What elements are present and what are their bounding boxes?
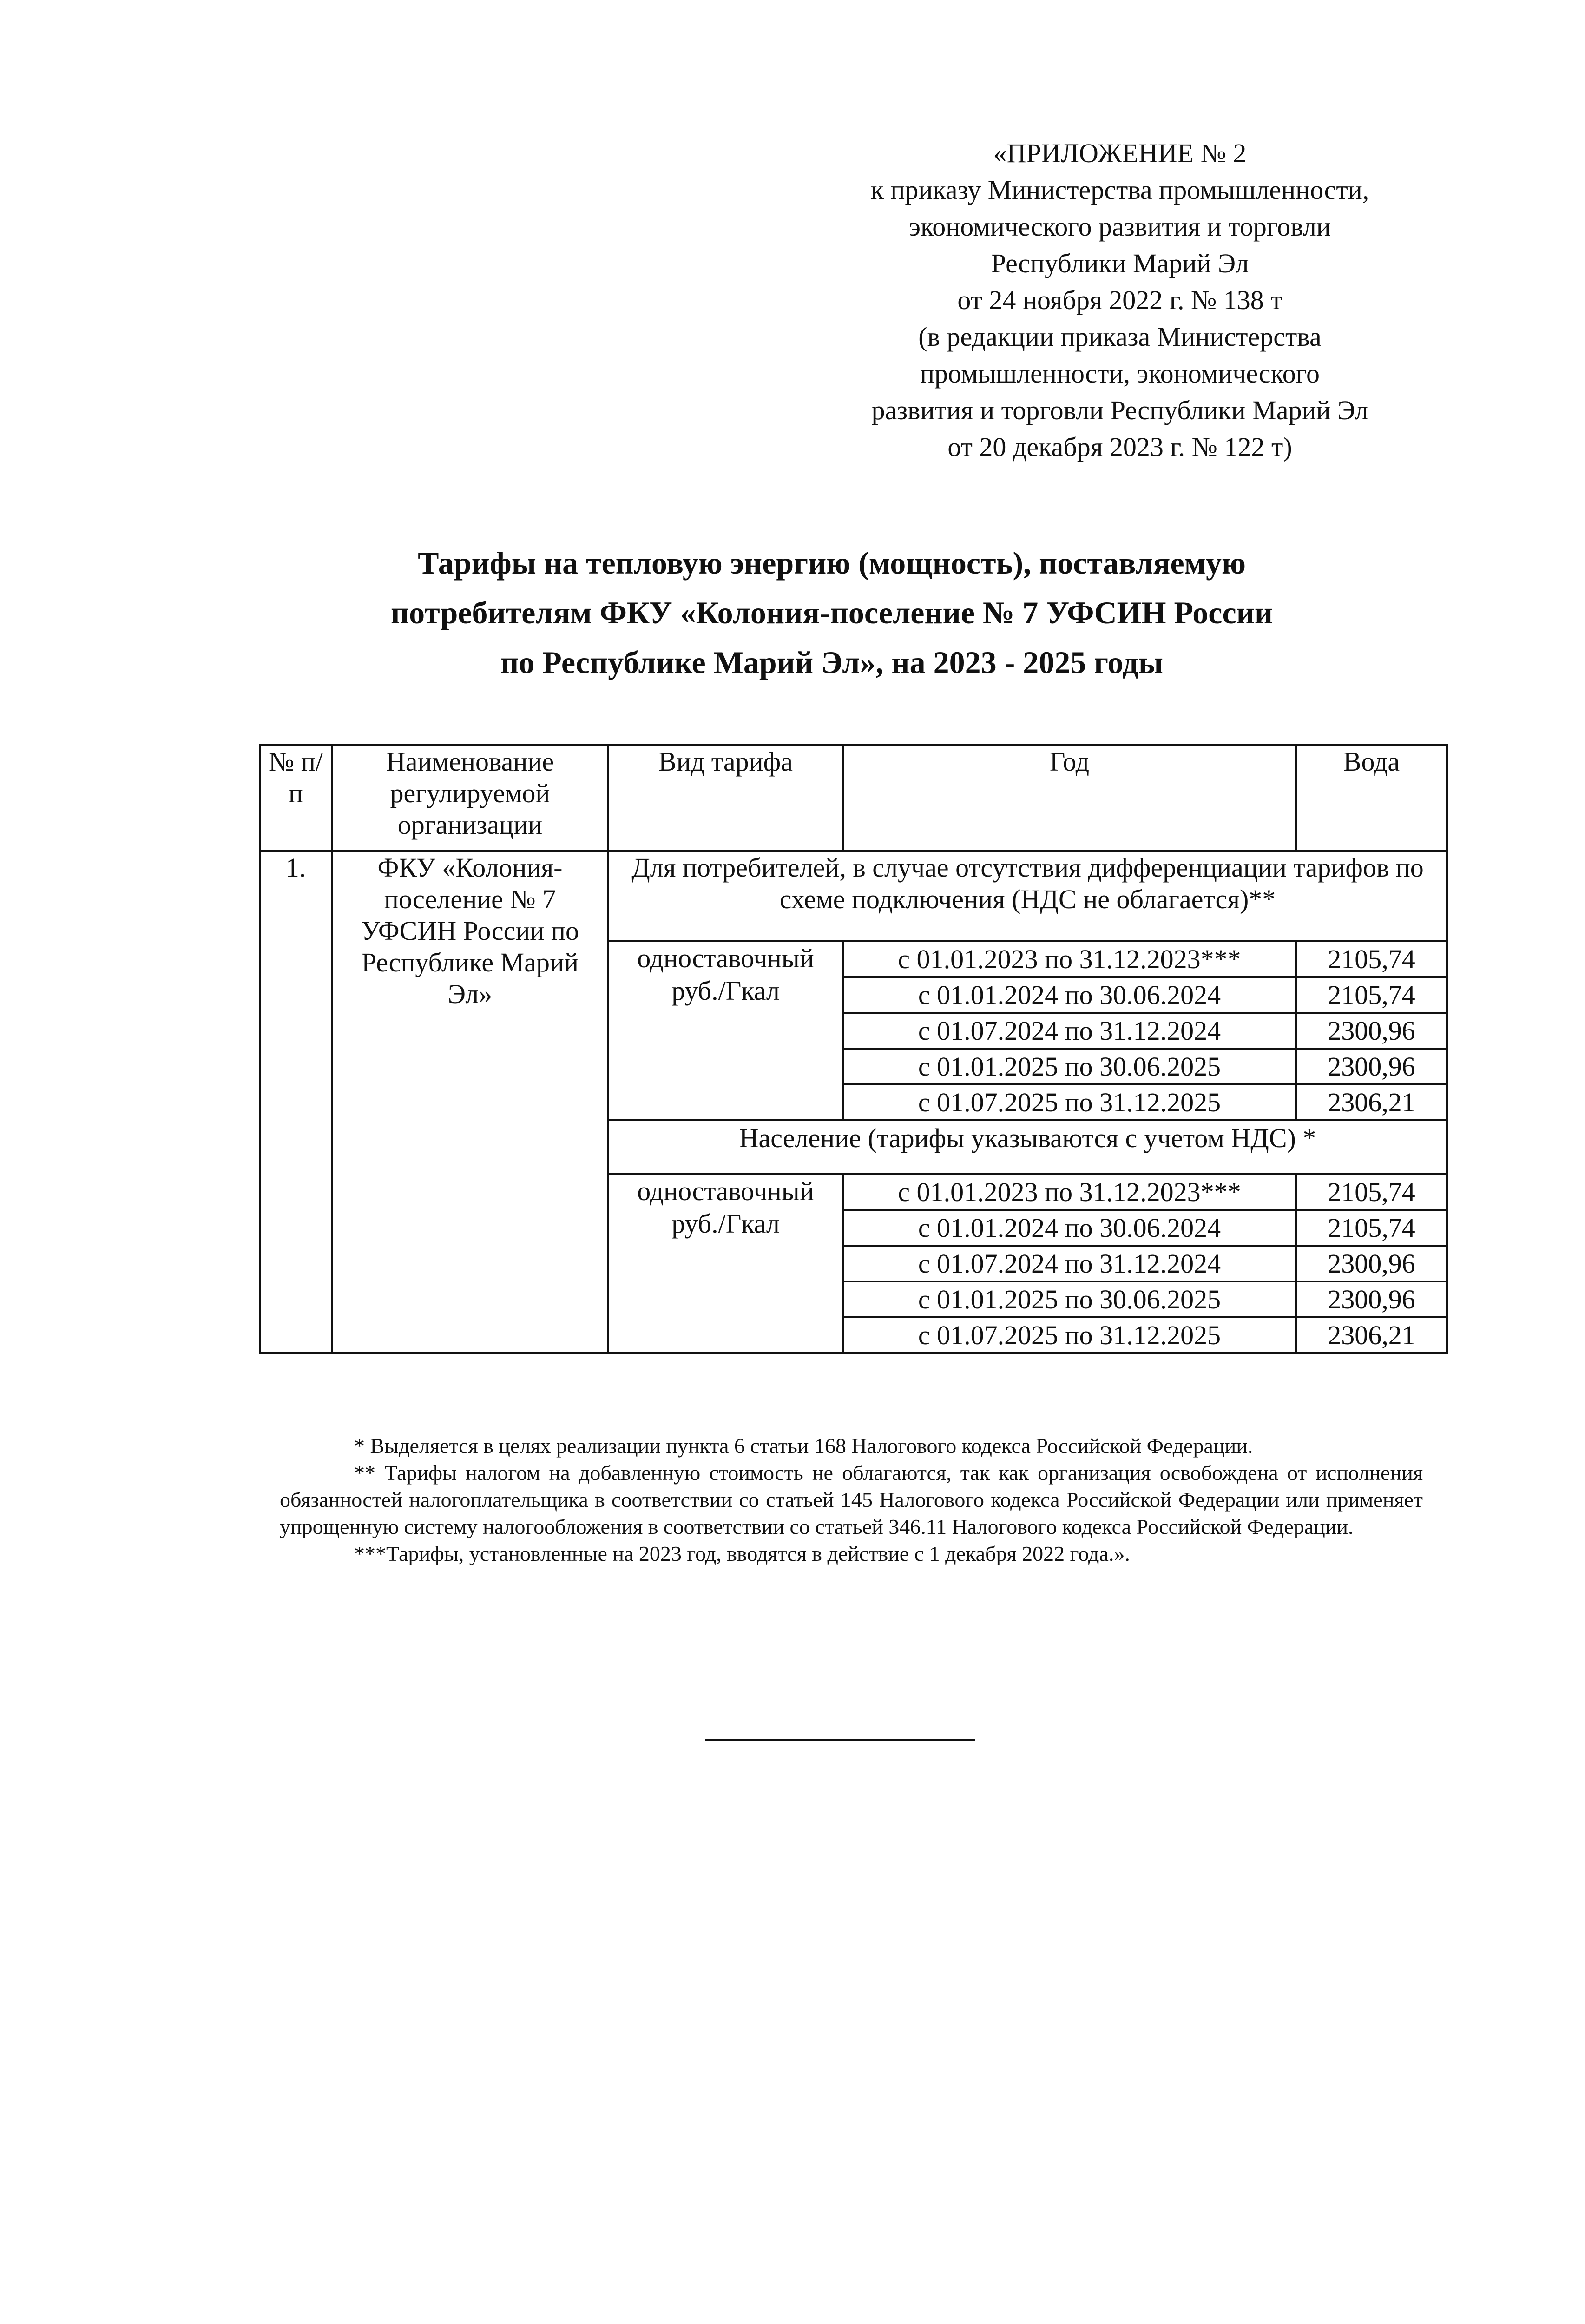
tariff-type-cell: одноставочный руб./Гкал xyxy=(608,1174,843,1353)
period-cell: с 01.07.2025 по 31.12.2025 xyxy=(843,1317,1296,1353)
row-number: 1. xyxy=(260,851,332,1353)
header-year: Год xyxy=(843,745,1296,851)
header-water: Вода xyxy=(1296,745,1447,851)
period-cell: с 01.07.2024 по 31.12.2024 xyxy=(843,1013,1296,1049)
tariff-type-cell: одноставочный руб./Гкал xyxy=(608,941,843,1120)
value-cell: 2105,74 xyxy=(1296,1210,1447,1246)
value-cell: 2306,21 xyxy=(1296,1084,1447,1120)
period-cell: с 01.01.2023 по 31.12.2023*** xyxy=(843,1174,1296,1210)
header-tariff-type: Вид тарифа xyxy=(608,745,843,851)
section-heading: Для потребителей, в случае отсутствия дифференциации тарифов по схеме подключения (НДС не облагается)** xyxy=(608,851,1447,941)
title-line: потребителям ФКУ «Колония-поселение № 7 УФСИН России xyxy=(390,595,1273,630)
organization-name: ФКУ «Колония-поселение № 7 УФСИН России по Республике Марий Эл» xyxy=(332,851,608,1353)
footnote-double-star: ** Тарифы налогом на добавленную стоимость не облагаются, так как организация освобождена от исполнения обязанностей налогоплательщика в соответствии со статьей 145 Налогового кодекса Российской Федерации или применяет упрощенную систему налогообложения в соответствии со статьей 346.11 Налогового кодекса Российской Федерации. xyxy=(280,1461,1423,1538)
appendix-line: от 20 декабря 2023 г. № 122 т) xyxy=(947,432,1292,462)
table-row xyxy=(260,851,1447,941)
appendix-header xyxy=(799,135,1440,465)
title-line: Тарифы на тепловую энергию (мощность), поставляемую xyxy=(418,545,1246,581)
table-header-row xyxy=(260,745,1447,851)
period-cell: с 01.07.2024 по 31.12.2024 xyxy=(843,1246,1296,1281)
appendix-line: от 24 ноября 2022 г. № 138 т xyxy=(957,285,1282,315)
appendix-line: (в редакции приказа Министерства xyxy=(918,322,1322,352)
header-org: Наименование регулируемой организации xyxy=(332,745,608,851)
document-title xyxy=(223,538,1440,687)
period-cell: с 01.01.2025 по 30.06.2025 xyxy=(843,1281,1296,1317)
period-cell: с 01.01.2024 по 30.06.2024 xyxy=(843,977,1296,1013)
value-cell: 2300,96 xyxy=(1296,1246,1447,1281)
value-cell: 2105,74 xyxy=(1296,941,1447,977)
closing-divider xyxy=(705,1739,975,1741)
appendix-line: экономического развития и торговли xyxy=(909,211,1331,242)
section-heading: Население (тарифы указываются с учетом НДС) * xyxy=(608,1120,1447,1174)
value-cell: 2306,21 xyxy=(1296,1317,1447,1353)
appendix-line: «ПРИЛОЖЕНИЕ № 2 xyxy=(993,138,1247,168)
tariff-table xyxy=(259,744,1448,1354)
period-cell: с 01.07.2025 по 31.12.2025 xyxy=(843,1084,1296,1120)
appendix-line: промышленности, экономического xyxy=(920,358,1320,389)
value-cell: 2300,96 xyxy=(1296,1013,1447,1049)
value-cell: 2105,74 xyxy=(1296,977,1447,1013)
appendix-line: развития и торговли Республики Марий Эл xyxy=(871,395,1368,425)
period-cell: с 01.01.2023 по 31.12.2023*** xyxy=(843,941,1296,977)
footnote-single-star: * Выделяется в целях реализации пункта 6 статьи 168 Налогового кодекса Российской Федерации. xyxy=(354,1434,1253,1458)
appendix-line: к приказу Министерства промышленности, xyxy=(870,175,1369,205)
footnote-triple-star: ***Тарифы, установленные на 2023 год, вводятся в действие с 1 декабря 2022 года.». xyxy=(354,1542,1130,1565)
appendix-line: Республики Марий Эл xyxy=(991,248,1249,278)
period-cell: с 01.01.2024 по 30.06.2024 xyxy=(843,1210,1296,1246)
footnotes xyxy=(280,1433,1423,1567)
value-cell: 2300,96 xyxy=(1296,1049,1447,1084)
title-line: по Республике Марий Эл», на 2023 - 2025 годы xyxy=(500,645,1163,680)
period-cell: с 01.01.2025 по 30.06.2025 xyxy=(843,1049,1296,1084)
header-num: № п/п xyxy=(260,745,332,851)
value-cell: 2300,96 xyxy=(1296,1281,1447,1317)
value-cell: 2105,74 xyxy=(1296,1174,1447,1210)
